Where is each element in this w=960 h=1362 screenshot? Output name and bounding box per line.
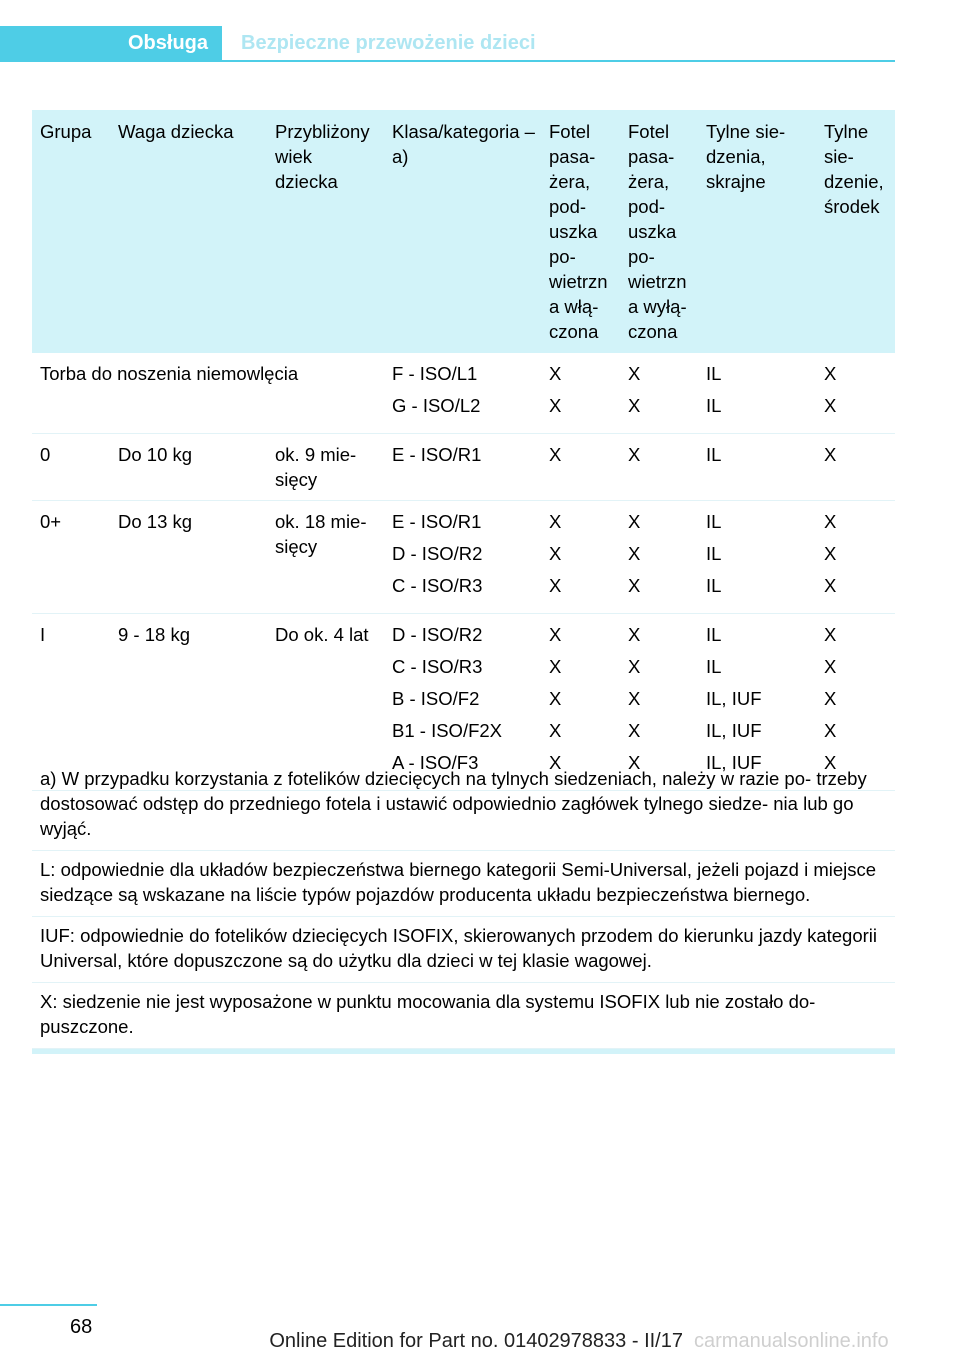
rear-center-value: X [824, 656, 837, 677]
table-row [32, 434, 895, 501]
section-title: Bezpieczne przewożenie dzieci [241, 32, 536, 54]
age-cell: Do ok. 4 lat [275, 624, 369, 645]
rear-center-value: X [824, 624, 837, 645]
weight-cell: Do 10 kg [118, 444, 193, 465]
front-off-value: X [628, 575, 641, 596]
age-cell: ok. 9 mie- sięcy [275, 444, 357, 490]
class-value: B - ISO/F2 [392, 688, 480, 709]
rear-center-value: X [824, 720, 837, 741]
rear-outer-cell [698, 353, 816, 434]
rear-outer-value: IL [706, 444, 722, 465]
class-cell [384, 501, 541, 614]
watermark: carmanualsonline.info [694, 1330, 889, 1352]
page-header [0, 26, 895, 62]
note-iuf: IUF: odpowiednie do fotelików dziecięcych ISOFIX, skierowanych przodem do kierunku jazdy kategorii Universal, które dopuszczone są do użytku dla dzieci w tej klasie wagowej. [32, 917, 895, 983]
front-off-cell [620, 501, 698, 614]
rear-outer-value: IL, IUF [706, 688, 762, 709]
rear-center-value: X [824, 543, 837, 564]
rear-outer-value: IL [706, 656, 722, 677]
rear-outer-value: IL [706, 395, 722, 416]
isofix-table-container [32, 110, 895, 791]
rear-center-cell [816, 501, 895, 614]
class-value: C - ISO/R3 [392, 656, 483, 677]
rear-center-value: X [824, 752, 837, 773]
group-cell: 0+ [40, 511, 62, 532]
column-header: Fotel pasa- żera, pod- uszka po- wietrzn a włą- czona [549, 121, 608, 342]
rear-center-value: X [824, 395, 837, 416]
age-cell: ok. 18 mie- sięcy [275, 511, 367, 557]
table-header-row [32, 110, 895, 353]
weight-cell: 9 - 18 kg [118, 624, 190, 645]
front-off-value: X [628, 688, 641, 709]
front-off-value: X [628, 363, 641, 384]
column-header: Fotel pasa- żera, pod- uszka po- wietrzn a wyłą- czona [628, 121, 687, 342]
edition-text: Online Edition for Part no. 01402978833 - II/17 [269, 1330, 683, 1352]
column-header: Przybliżony wiek dziecka [275, 121, 370, 192]
front-off-value: X [628, 395, 641, 416]
front-on-value: X [549, 752, 562, 773]
rear-outer-value: IL [706, 511, 722, 532]
class-value: B1 - ISO/F2X [392, 720, 503, 741]
front-on-value: X [549, 720, 562, 741]
note-x: X: siedzenie nie jest wyposażone w punktu mocowania dla systemu ISOFIX lub nie zostało do- puszczone. [32, 983, 895, 1049]
group-cell: 0 [40, 444, 51, 465]
rear-outer-value: IL [706, 543, 722, 564]
front-on-value: X [549, 511, 562, 532]
column-header: Grupa [40, 121, 92, 142]
group-cell: Torba do noszenia niemowlęcia [40, 363, 299, 384]
notes-end-bar [32, 1049, 895, 1054]
front-off-value: X [628, 720, 641, 741]
front-on-value: X [549, 575, 562, 596]
table-row [32, 353, 895, 434]
class-value: F - ISO/L1 [392, 363, 478, 384]
class-value: A - ISO/F3 [392, 752, 479, 773]
class-value: D - ISO/R2 [392, 543, 483, 564]
class-value: E - ISO/R1 [392, 511, 482, 532]
class-value: E - ISO/R1 [392, 444, 482, 465]
class-value: D - ISO/R2 [392, 624, 483, 645]
front-off-value: X [628, 543, 641, 564]
front-on-value: X [549, 656, 562, 677]
column-header: Tylne sie- dzenie, środek [824, 121, 884, 217]
page-number: 68 [70, 1316, 93, 1338]
rear-center-cell [816, 434, 895, 501]
rear-outer-value: IL, IUF [706, 720, 762, 741]
front-off-value: X [628, 511, 641, 532]
rear-outer-value: IL [706, 575, 722, 596]
class-cell [384, 353, 541, 434]
front-on-value: X [549, 688, 562, 709]
front-off-value: X [628, 752, 641, 773]
class-value: C - ISO/R3 [392, 575, 483, 596]
rear-center-value: X [824, 363, 837, 384]
front-on-cell [541, 501, 620, 614]
rear-center-value: X [824, 575, 837, 596]
class-cell [384, 434, 541, 501]
front-off-value: X [628, 656, 641, 677]
front-off-value: X [628, 624, 641, 645]
rear-center-value: X [824, 688, 837, 709]
front-on-value: X [549, 444, 562, 465]
rear-outer-value: IL [706, 363, 722, 384]
chapter-tab: Obsługa [0, 26, 222, 60]
header-divider [0, 60, 895, 62]
weight-cell: Do 13 kg [118, 511, 193, 532]
column-header: Klasa/kategoria – a) [392, 121, 535, 167]
rear-outer-value: IL [706, 624, 722, 645]
rear-center-cell [816, 353, 895, 434]
rear-center-value: X [824, 511, 837, 532]
note-a: a) W przypadku korzystania z fotelików dziecięcych na tylnych siedzeniach, należy w razie po- trzeby dostosować odstęp do przedniego fotela i ustawić odpowiednio zagłówek tylnego siedze- nia lub go wyjąć. [32, 760, 895, 851]
front-on-cell [541, 353, 620, 434]
isofix-table [32, 110, 895, 791]
rear-outer-cell [698, 434, 816, 501]
group-cell: I [40, 624, 46, 645]
column-header: Tylne sie- dzenia, skrajne [706, 121, 786, 192]
column-header: Waga dziecka [118, 121, 234, 142]
table-row [32, 501, 895, 614]
front-off-value: X [628, 444, 641, 465]
rear-outer-value: IL, IUF [706, 752, 762, 773]
front-on-value: X [549, 543, 562, 564]
front-off-cell [620, 434, 698, 501]
front-on-cell [541, 434, 620, 501]
front-off-cell [620, 353, 698, 434]
rear-outer-cell [698, 501, 816, 614]
note-l: L: odpowiednie dla układów bezpieczeństwa biernego kategorii Semi-Universal, jeżeli pojazd i miejsce siedzące są wskazane na liście typów pojazdów producenta układu bezpieczeństwa biernego. [32, 851, 895, 917]
front-on-value: X [549, 624, 562, 645]
table-notes [32, 760, 895, 1054]
class-value: G - ISO/L2 [392, 395, 481, 416]
footer-divider [0, 1304, 97, 1306]
front-on-value: X [549, 363, 562, 384]
front-on-value: X [549, 395, 562, 416]
rear-center-value: X [824, 444, 837, 465]
